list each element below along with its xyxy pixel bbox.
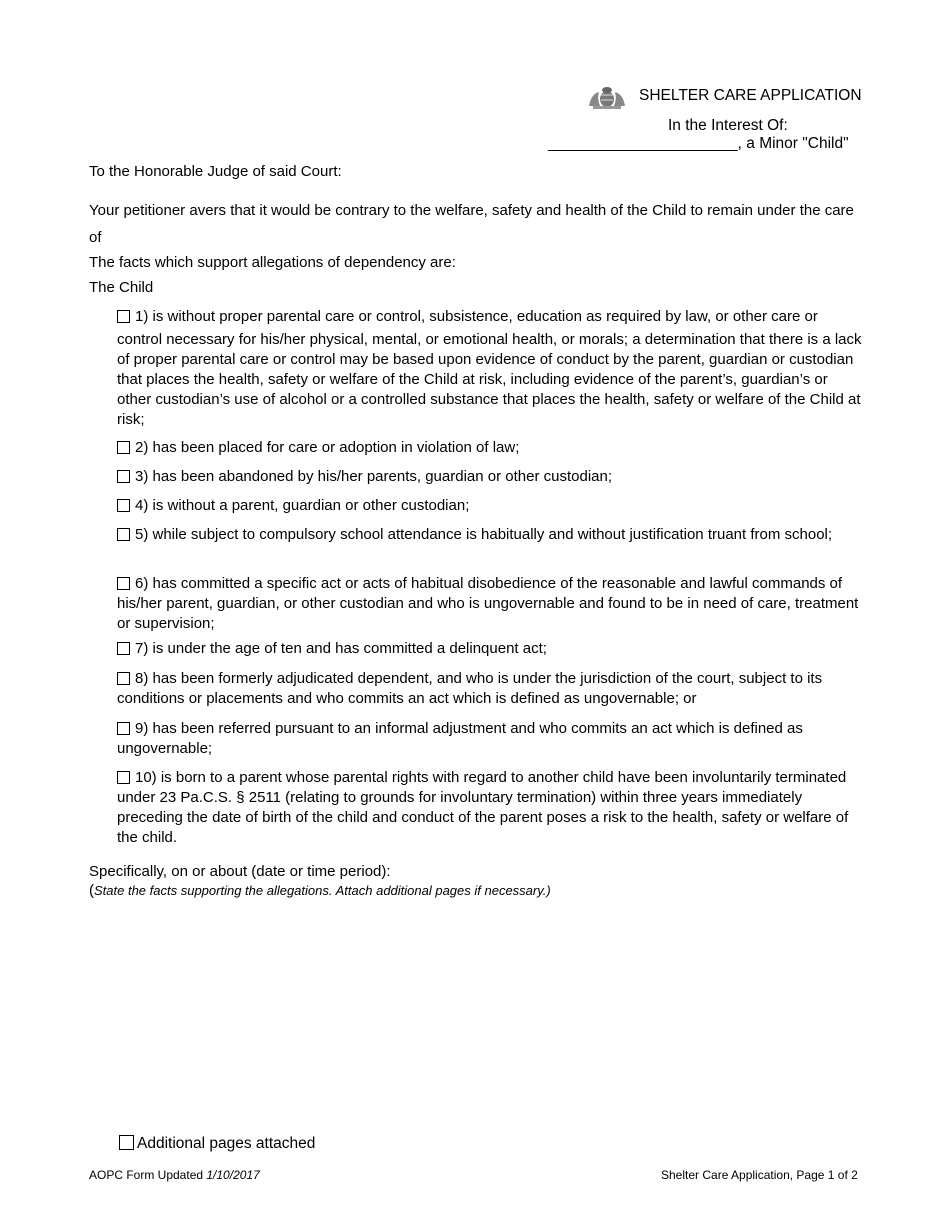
- allegation-2: [117, 438, 862, 458]
- allegation-1-continued: control necessary for his/her physical, mental, or emotional health, or morals; a determination that there is a lack of proper parental care or control may be based upon evidence of conduct by the parent, guardian or custodian that places the health, safety or welfare of the Child at risk, including evidence of the parent’s, guardian’s or other custodian’s use of alcohol or a controlled substance that places the health, safety or welfare of the Child at risk;: [117, 331, 862, 428]
- additional-pages-checkbox[interactable]: [119, 1135, 134, 1150]
- allegation-9-checkbox[interactable]: [117, 722, 130, 735]
- allegation-8-checkbox[interactable]: [117, 672, 130, 685]
- interest-label: In the Interest Of:: [668, 117, 788, 134]
- instructions-text: State the facts supporting the allegations. Attach additional pages if necessary.): [94, 883, 551, 898]
- allegation-7-text: 7) is under the age of ten and has committed a delinquent act;: [135, 640, 547, 657]
- allegation-7-checkbox[interactable]: [117, 642, 130, 655]
- allegation-4-checkbox[interactable]: [117, 499, 130, 512]
- allegation-5: [117, 525, 862, 545]
- allegation-10-checkbox[interactable]: [117, 771, 130, 784]
- allegation-1-checkbox[interactable]: [117, 310, 130, 323]
- minor-name-field[interactable]: ______________________, a Minor "Child": [548, 135, 849, 152]
- allegation-2-checkbox[interactable]: [117, 441, 130, 454]
- allegation-9-text: 9) has been referred pursuant to an informal adjustment and who commits an act which is defined as ungovernable;: [117, 720, 803, 757]
- form-title: SHELTER CARE APPLICATION: [639, 87, 862, 104]
- form-version: [89, 1168, 260, 1182]
- additional-pages-option: [119, 1135, 315, 1153]
- allegation-1: [117, 304, 862, 330]
- allegation-2-text: 2) has been placed for care or adoption in violation of law;: [135, 439, 520, 456]
- allegation-6: [117, 574, 862, 634]
- allegation-3-text: 3) has been abandoned by his/her parents, guardian or other custodian;: [135, 468, 612, 485]
- allegation-9: [117, 719, 862, 759]
- page-number: Shelter Care Application, Page 1 of 2: [661, 1168, 858, 1182]
- allegation-5-text: 5) while subject to compulsory school attendance is habitually and without justification truant from school;: [135, 526, 833, 543]
- specifically-label: Specifically, on or about (date or time period):: [89, 863, 391, 880]
- allegation-3-checkbox[interactable]: [117, 470, 130, 483]
- allegation-1-text-first: 1) is without proper parental care or control, subsistence, education as required by law, or other care or: [135, 308, 818, 325]
- form-version-label: AOPC Form Updated: [89, 1168, 207, 1182]
- allegation-3: [117, 467, 862, 487]
- additional-pages-label: Additional pages attached: [137, 1135, 316, 1152]
- pennsylvania-seal-icon: [585, 86, 629, 110]
- allegation-7: [117, 639, 862, 659]
- allegation-4-text: 4) is without a parent, guardian or other custodian;: [135, 497, 470, 514]
- allegation-10-text: 10) is born to a parent whose parental rights with regard to another child have been involuntarily terminated under 23 Pa.C.S. § 2511 (relating to grounds for involuntary termination) within three years immediately preceding the date of birth of the child and conduct of the parent poses a risk to the health, safety or welfare of the child.: [117, 769, 849, 846]
- instructions-paren: (: [89, 882, 94, 899]
- salutation: To the Honorable Judge of said Court:: [89, 163, 342, 180]
- allegation-6-text: 6) has committed a specific act or acts of habitual disobedience of the reasonable and lawful commands of his/her parent, guardian, or other custodian and who is ungovernable and found to be in need of care, treatment or supervision;: [117, 575, 859, 632]
- allegation-8-text: 8) has been formerly adjudicated dependent, and who is under the jurisdiction of the court, subject to its conditions or placements and who commits an act which is defined as ungovernable; or: [117, 670, 823, 707]
- facts-intro: The facts which support allegations of dependency are:: [89, 254, 456, 271]
- petition-statement: Your petitioner avers that it would be contrary to the welfare, safety and health of the Child to remain under the care of: [89, 202, 854, 246]
- child-label: The Child: [89, 279, 154, 296]
- allegation-4: [117, 496, 862, 516]
- allegation-5-checkbox[interactable]: [117, 528, 130, 541]
- instructions-note: [89, 881, 865, 901]
- form-version-date: 1/10/2017: [206, 1168, 260, 1182]
- allegation-10: [117, 768, 862, 848]
- allegation-8: [117, 669, 862, 709]
- allegation-6-checkbox[interactable]: [117, 577, 130, 590]
